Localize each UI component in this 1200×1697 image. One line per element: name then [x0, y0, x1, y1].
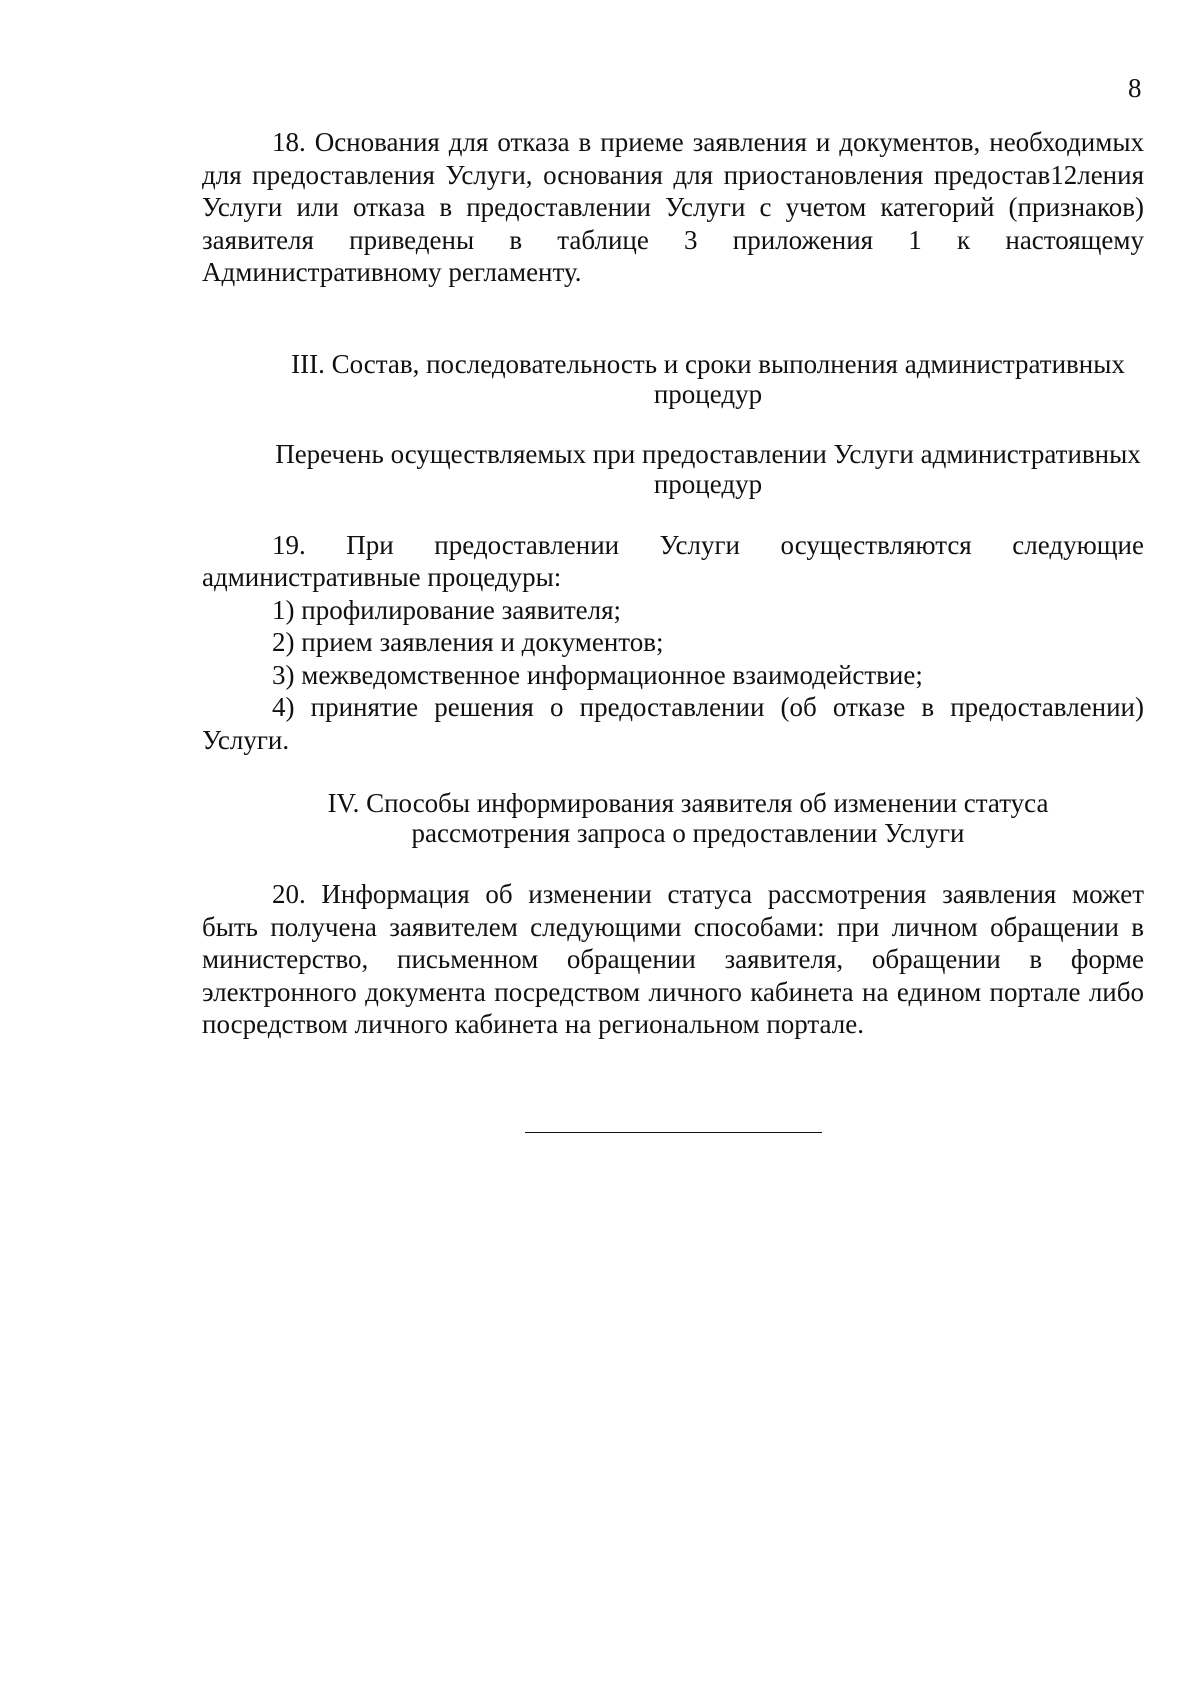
- procedure-item: 2) прием заявления и документов;: [272, 627, 664, 657]
- procedure-item: 4) принятие решения о предоставлении (об отказе в предоставлении) Услуги.: [202, 692, 1144, 755]
- spacer: [202, 848, 1144, 878]
- spacer: [202, 499, 1144, 529]
- spacer: [202, 289, 1144, 349]
- section-3-title: III. Состав, последовательность и сроки выполнения административных процедур: [291, 348, 1125, 409]
- section-4-title: IV. Способы информирования заявителя об изменении статуса рассмотрения запроса о предоставлении Услуги: [327, 788, 1049, 848]
- procedure-item: 1) профилирование заявителя;: [272, 594, 622, 625]
- page-number: 8: [1128, 73, 1142, 103]
- document-body: [202, 126, 1144, 1041]
- paragraph-20: 20. Информация об изменении статуса рассмотрения заявления может быть получена заявителем следующими способами: при личном обращении в министерство, письменном обращении заявителя, обращении в форме электронного документа посредством личного кабинета на едином портале либо посредством личного кабинета на региональном портале.: [202, 879, 1144, 1039]
- spacer: [202, 756, 1144, 788]
- paragraph-19-intro: 19. При предоставлении Услуги осуществляются следующие административные процедуры:: [202, 529, 1144, 592]
- procedure-item: 3) межведомственное информационное взаимодействие;: [272, 659, 923, 690]
- paragraph-18: 18. Основания для отказа в приеме заявления и документов, необходимых для предоставления Услуги, основания для приостановления предостав12ления Услуги или отказа в предоставлении Услуги с учетом категорий (признаков) заявителя приведены в таблице 3 приложения 1 к настоящему Административному регламенту.: [202, 127, 1144, 287]
- spacer: [202, 409, 1144, 439]
- section-3-subtitle: Перечень осуществляемых при предоставлении Услуги административных процедур: [275, 438, 1141, 499]
- end-divider-line: [525, 1132, 822, 1133]
